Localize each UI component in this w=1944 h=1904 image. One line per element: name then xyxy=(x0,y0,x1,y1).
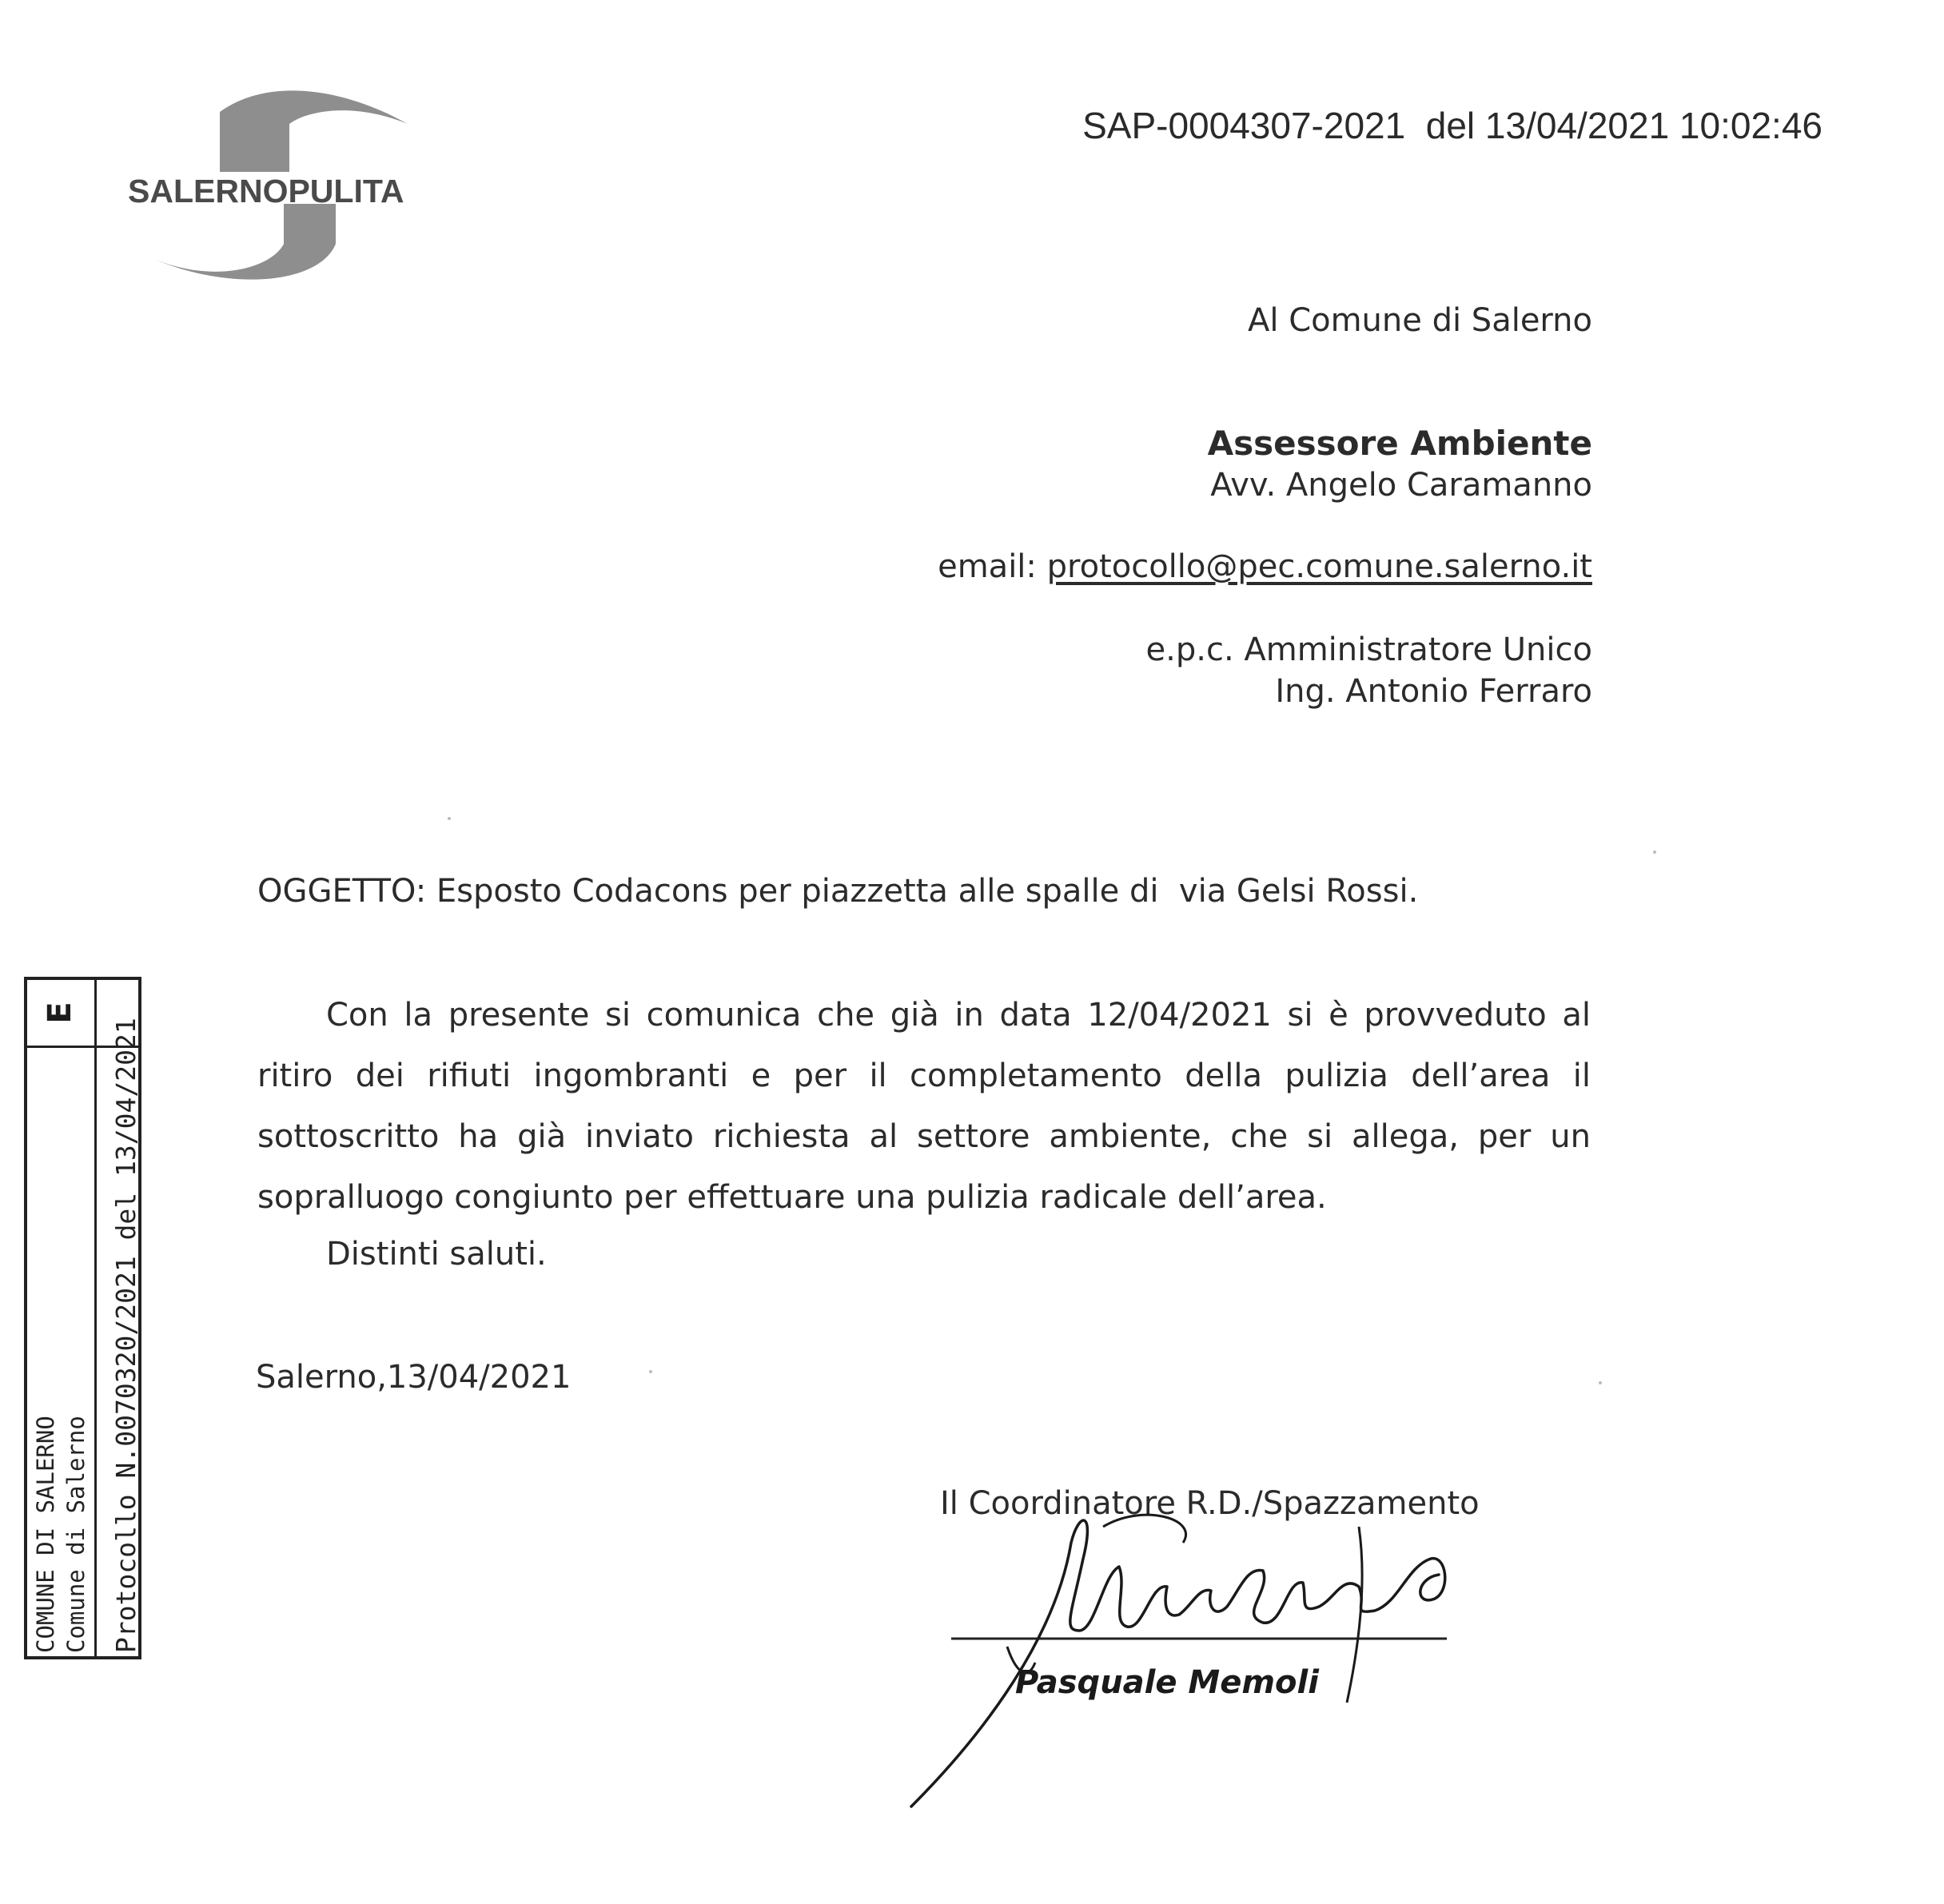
epc-line-2: Ing. Antonio Ferraro xyxy=(1275,673,1592,710)
subject-text: Esposto Codacons per piazzetta alle spalle di via Gelsi Rossi. xyxy=(436,873,1419,910)
stamp-organization: COMUNE DI SALERNO xyxy=(32,1416,59,1653)
logo-text: SALERNOPULITA xyxy=(128,173,404,209)
scan-speck xyxy=(448,817,451,820)
scan-speck xyxy=(649,1370,652,1373)
recipient-email-line xyxy=(938,548,1592,585)
subject-line xyxy=(257,873,1418,910)
recipient-name: Avv. Angelo Caramanno xyxy=(1210,467,1592,504)
handwritten-signature xyxy=(887,1511,1527,1814)
recipient-title: Assessore Ambiente xyxy=(1207,424,1592,463)
scan-speck xyxy=(1653,850,1656,854)
protocol-code: SAP-0004307-2021 xyxy=(1082,105,1406,146)
closing-greeting: Distinti saluti. xyxy=(326,1236,547,1273)
email-link[interactable]: protocollo@pec.comune.salerno.it xyxy=(1046,548,1592,585)
signer-name: Pasquale Memoli xyxy=(1015,1664,1319,1701)
scan-speck xyxy=(1599,1381,1602,1384)
stamp-divider xyxy=(94,980,97,1656)
protocol-header xyxy=(959,104,1822,147)
protocol-datetime: del 13/04/2021 10:02:46 xyxy=(1425,105,1822,146)
company-logo xyxy=(120,84,440,296)
email-label: email: xyxy=(938,548,1037,585)
signer-role: Il Coordinatore R.D./Spazzamento xyxy=(940,1485,1480,1522)
recipient-to: Al Comune di Salerno xyxy=(1248,302,1592,339)
epc-line-1: e.p.c. Amministratore Unico xyxy=(1145,631,1592,668)
stamp-suborganization: Comune di Salerno xyxy=(62,1416,90,1653)
letter-body: Con la presente si comunica che già in data 12/04/2021 si è provveduto al ritiro dei rifiuti ingombranti e per il completamento della pulizia dell’area il sottoscritto ha già inviato richiesta al settore ambiente, che si allega, per un sopralluogo congiunto per effettuare una pulizia radicale dell’area. xyxy=(257,997,1591,1216)
protocol-stamp xyxy=(24,977,141,1659)
subject-label: OGGETTO: xyxy=(257,873,427,910)
stamp-letter: E xyxy=(42,1002,78,1024)
place-date: Salerno,13/04/2021 xyxy=(256,1359,572,1396)
salernopulita-logo-icon xyxy=(120,84,440,296)
stamp-protocol-number: Protocollo N.0070320/2021 del 13/04/2021 xyxy=(110,1018,141,1653)
signature-icon xyxy=(887,1511,1527,1814)
